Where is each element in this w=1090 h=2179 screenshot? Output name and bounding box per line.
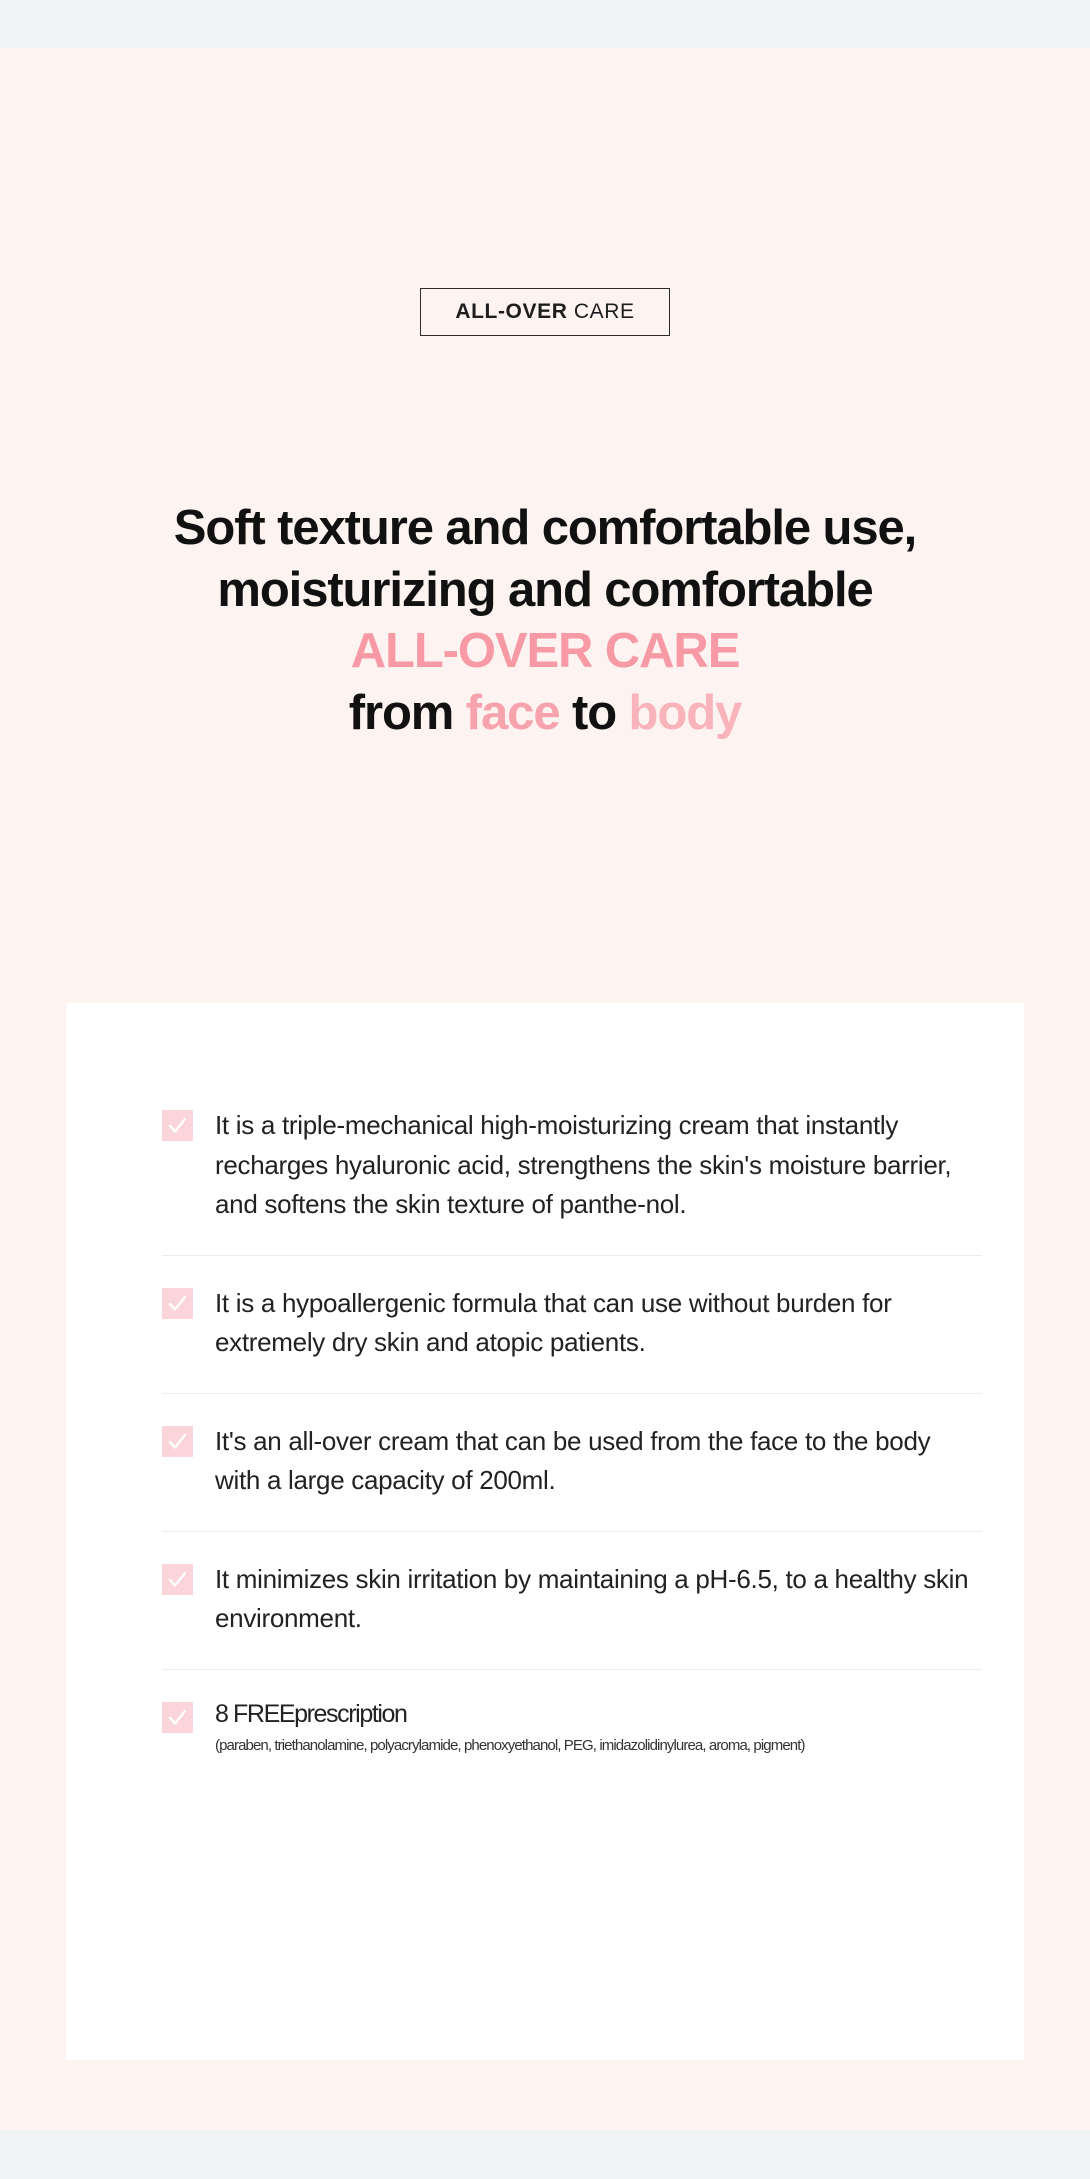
list-item [162,1078,982,1255]
list-item [162,1393,982,1531]
list-item-body [215,1422,982,1501]
badge-light-text: CARE [567,300,635,323]
page-title [0,498,1090,745]
list-item-text: It is a hypoallergenic formula that can use without burden for extremely dry skin and atopic patients. [215,1287,892,1358]
headline-line-4 [0,683,1090,745]
headline-body-text: body [628,686,742,741]
check-icon [162,1110,193,1141]
feature-card [66,1003,1024,2060]
list-item-body [215,1560,982,1639]
list-item-text: It's an all-over cream that can be used from the face to the body with a large capacity of 200ml. [215,1425,931,1496]
list-item [162,1669,982,1786]
check-icon [162,1426,193,1457]
headline-to-text: to [559,686,629,741]
headline-from-text: from [348,686,466,741]
all-over-care-badge [420,288,669,336]
check-icon [162,1288,193,1319]
headline-line-3: ALL-OVER CARE [350,624,740,679]
list-item-text: 8 FREEprescription [215,1699,407,1728]
list-item-body [215,1698,982,1756]
list-item-body [215,1106,982,1225]
headline-line-1: Soft texture and comfortable use, [173,501,917,555]
content-canvas [0,48,1090,2130]
badge-container [0,288,1090,336]
list-item-subtext: (paraben, triethanolamine, polyacrylamide, phenoxyethanol, PEG, imidazolidinylurea, aroma, pigment) [215,1737,805,1755]
headline-face-text: face [465,686,560,741]
headline-line-2: moisturizing and comfortable [217,562,873,617]
badge-strong-text: ALL-OVER [455,300,568,323]
list-item-text: It minimizes skin irritation by maintaining a pH-6.5, to a healthy skin environment. [215,1563,969,1634]
list-item-text: It is a triple-mechanical high-moisturizing cream that instantly recharges hyaluronic acid, strengthens the skin's moisture barrier, and softens the skin texture of panthe-nol. [215,1110,952,1220]
list-item [162,1255,982,1393]
feature-list [162,1078,982,1786]
list-item [162,1531,982,1669]
check-icon [162,1564,193,1595]
check-icon [162,1702,193,1733]
list-item-body [215,1284,982,1363]
